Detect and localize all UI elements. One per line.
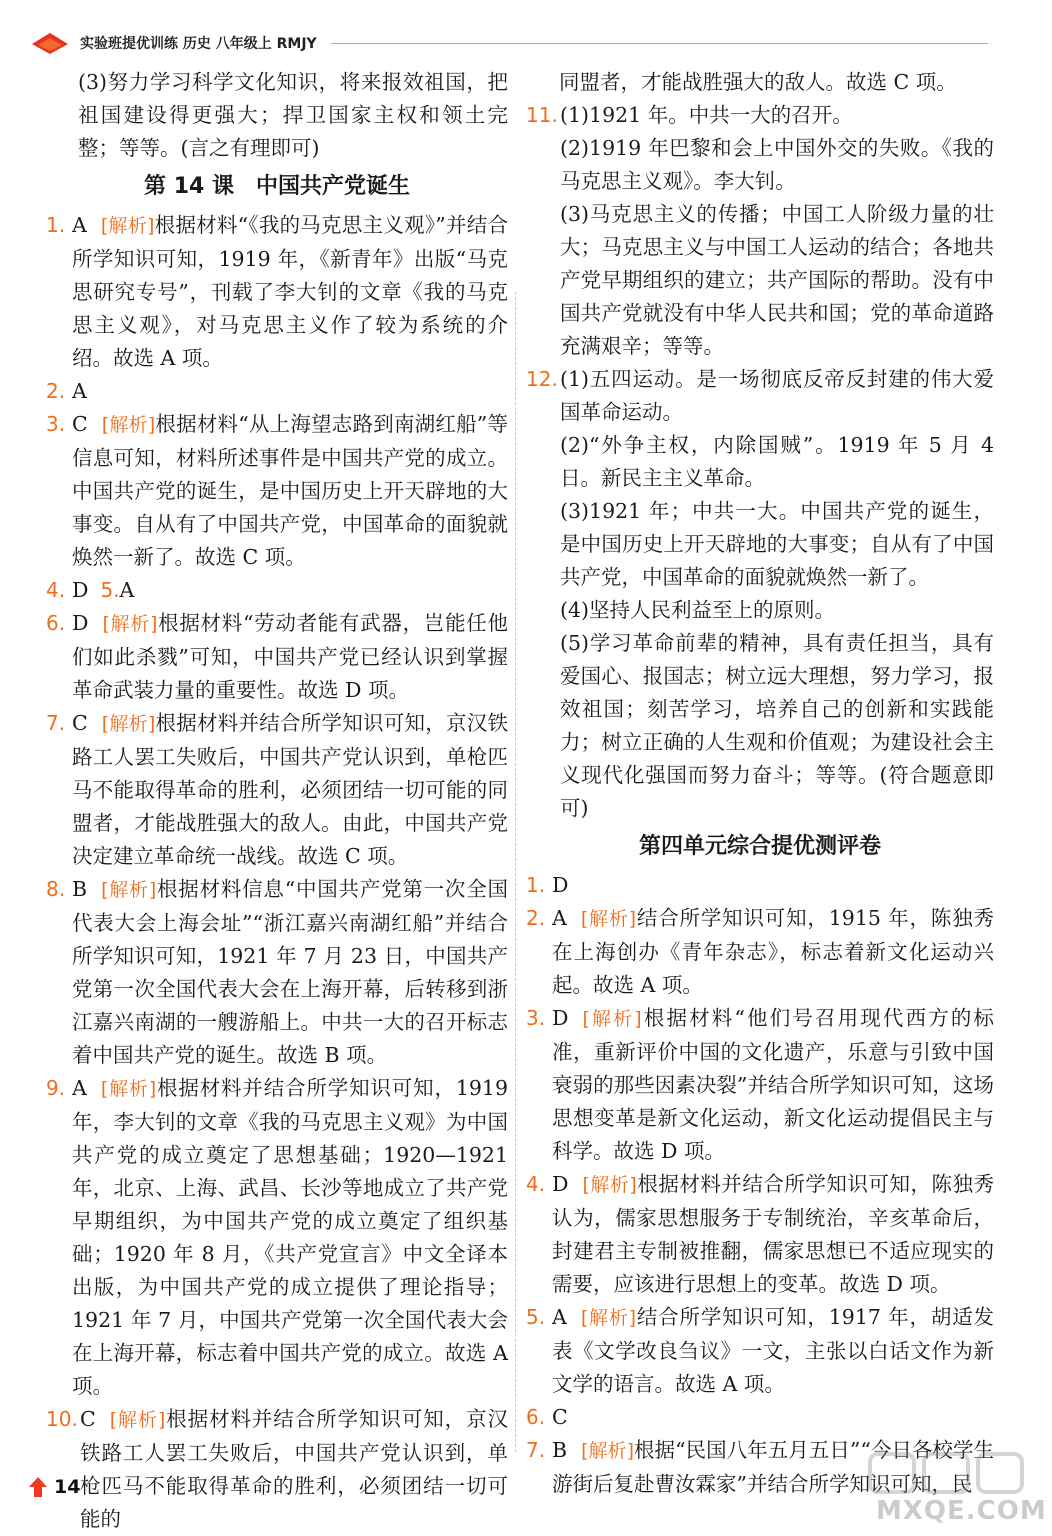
analysis-text: 根据材料信息“中国共产党第一次全国代表大会上海会址”“浙江嘉兴南湖红船”并结合所学知识可知，1921 年 7 月 23 日，中国共产党第一次全国代表大会在上海开幕，后转移到浙江嘉兴南湖的一艘游船上。中共一大的召开标志着中国共产党的诞生。故选 B 项。: [72, 877, 508, 1067]
question-number: 1.: [46, 213, 66, 237]
analysis-text: 根据“民国八年五月五日”“今日各校学生游街后复赴曹汝霖家”并结合所学知识可知，民: [552, 1438, 994, 1496]
answer-part: (5)学习革命前辈的精神，具有责任担当，具有爱国心、报国志；树立远大理想，努力学习，报效祖国；刻苦学习，培养自己的创新和实践能力；树立正确的人生观和价值观；为建设社会主义现代化强国而努力奋斗；等等。(符合题意即可): [560, 631, 994, 820]
answer-letter: C: [80, 1407, 96, 1431]
column-divider: [515, 292, 516, 1452]
question-number: 4.: [46, 578, 66, 602]
section-title-lesson14: 第 14 课 中国共产党诞生: [144, 174, 410, 199]
analysis-text: 根据材料并结合所学知识可知，陈独秀认为，儒家思想服务于专制统治，辛亥革命后，封建君主专制被推翻，儒家思想已不适应现实的需要，应该进行思想上的变革。故选 D 项。: [552, 1172, 995, 1296]
question-number: 10.: [46, 1407, 78, 1431]
answer-item: [526, 902, 994, 1002]
watermark-logo-icon: [866, 1448, 1026, 1498]
answer-letter: A: [552, 906, 567, 930]
answer-item: [46, 707, 508, 873]
question-number: 3.: [526, 1006, 546, 1030]
answer-item: [46, 1403, 508, 1536]
answer-item: [526, 1002, 994, 1168]
answer-letter: A: [72, 379, 87, 403]
analysis-text: 根据材料“《我的马克思主义观》”并结合所学知识可知，1919 年，《新青年》出版“马克思研究专号”，刊载了李大钊的文章《我的马克思主义观》，对马克思主义作了较为系统的介绍。故选 A 项。: [72, 213, 508, 370]
analysis-tag: [解析]: [100, 1078, 157, 1100]
answer-item: [526, 99, 994, 363]
analysis-tag: [解析]: [580, 1307, 637, 1329]
answer-item: [46, 408, 508, 574]
analysis-tag: [解析]: [101, 879, 157, 901]
analysis-tag: [解析]: [101, 713, 156, 735]
analysis-text: 根据材料“从上海望志路到南湖红船”等信息可知，材料所述事件是中国共产党的成立。中国共产党的诞生，是中国历史上开天辟地的大事变。自从有了中国共产党，中国革命的面貌就焕然一新了。故选 C 项。: [72, 412, 509, 569]
answer-item: [526, 1301, 994, 1401]
question-number: 6.: [526, 1405, 546, 1429]
answer-item: [526, 869, 994, 902]
answer-item: [46, 607, 508, 707]
question-number: 2.: [526, 906, 546, 930]
question-number: 5.: [100, 578, 120, 602]
question-number: 5.: [526, 1305, 546, 1329]
section-title-unit4: 第四单元综合提优测评卷: [638, 834, 881, 859]
answer-item: [46, 1072, 508, 1403]
answer-part: (3)1921 年；中共一大。中国共产党的诞生，是中国历史上开天辟地的大事变；自从有了中国共产党，中国革命的面貌就焕然一新了。: [560, 499, 994, 589]
answer-letter: D: [552, 1172, 569, 1196]
answer-item: [46, 209, 508, 375]
question-number: 3.: [46, 412, 66, 436]
question-number: 2.: [46, 379, 66, 403]
answer-letter: B: [552, 1438, 568, 1462]
answer-letter: C: [72, 412, 88, 436]
analysis-tag: [解析]: [101, 414, 156, 436]
analysis-text: 根据材料并结合所学知识可知，京汉铁路工人罢工失败后，中国共产党认识到，单枪匹马不能取得革命的胜利，必须团结一切可能的同盟者，才能战胜强大的敌人。由此，中国共产党决定建立革命统一战线。故选 C 项。: [72, 711, 509, 868]
answer-part: (2)1919 年巴黎和会上中国外交的失败。《我的马克思主义观》。李大钊。: [560, 136, 994, 193]
question-number: 7.: [526, 1438, 546, 1462]
question-number: 12.: [526, 367, 558, 391]
answer-letter: D: [552, 1006, 569, 1030]
page-number: 14: [54, 1476, 81, 1498]
header-rule: [331, 43, 988, 44]
analysis-text: 根据材料并结合所学知识可知，1919 年，李大钊的文章《我的马克思主义观》为中国共产党的成立奠定了思想基础；1920—1921 年，北京、上海、武昌、长沙等地成立了共产党早期组织，为中国共产党的成立奠定了组织基础；1920 年 8 月，《共产党宣言》中文全译本出版，为中国共产党的成立提供了理论指导；1921 年 7 月，中国共产党第一次全国代表大会在上海开幕，标志着中国共产党的成立。故选 A 项。: [72, 1076, 508, 1398]
answer-letter: D: [72, 611, 89, 635]
answer-item: [526, 1168, 994, 1301]
analysis-tag: [解析]: [582, 1174, 637, 1196]
analysis-text: 根据材料“他们号召用现代西方的标准，重新评价中国的文化遗产，乐意与引致中国衰弱的那些因素决裂”并结合所学知识可知，这场思想变革是新文化运动，新文化运动提倡民主与科学。故选 D 项。: [552, 1006, 994, 1163]
answer-letter: C: [552, 1405, 568, 1429]
question-number: 1.: [526, 873, 546, 897]
answer-part: (1)五四运动。是一场彻底反帝反封建的伟大爱国革命运动。: [560, 367, 994, 424]
analysis-tag: [解析]: [582, 1008, 642, 1030]
answer-item: [46, 574, 508, 607]
answer-item: [46, 873, 508, 1072]
answer-item: [526, 1401, 994, 1434]
answer-letter: D: [552, 873, 569, 897]
right-column: [526, 66, 994, 1501]
analysis-text: 结合所学知识可知，1917 年，胡适发表《文学改良刍议》一文，主张以白话文作为新文学的语言。故选 A 项。: [552, 1305, 995, 1396]
page-header: [28, 28, 988, 58]
watermark-text: MXQE.COM: [876, 1496, 1047, 1526]
answer-part: (2)“外争主权，内除国贼”。1919 年 5 月 4 日。新民主主义革命。: [560, 433, 994, 490]
question-number: 4.: [526, 1172, 546, 1196]
analysis-tag: [解析]: [581, 1440, 634, 1462]
continued-text: 同盟者，才能战胜强大的敌人。故选 C 项。: [559, 70, 957, 94]
analysis-tag: [解析]: [580, 908, 637, 930]
answer-letter: D: [72, 578, 89, 602]
analysis-tag: [解析]: [102, 613, 158, 635]
question-number: 8.: [46, 877, 66, 901]
book-logo-icon: [28, 30, 72, 56]
question-number: 7.: [46, 711, 66, 735]
question-number: 6.: [46, 611, 66, 635]
question-number: 9.: [46, 1076, 66, 1100]
left-column: [46, 66, 508, 1536]
analysis-text: 根据材料“劳动者能有武器，岂能任他们如此杀戮”可知，中国共产党已经认识到掌握革命武装力量的重要性。故选 D 项。: [72, 611, 508, 702]
page-footer: [28, 1470, 80, 1504]
answer-letter: A: [119, 578, 135, 602]
question-number: 11.: [526, 103, 558, 127]
answer-letter: A: [72, 1076, 87, 1100]
series-title: 实验班提优训练 历史 八年级上 RMJY: [80, 36, 317, 52]
analysis-tag: [解析]: [109, 1409, 166, 1431]
answer-item: [526, 363, 994, 825]
answer-part: (1)1921 年。中共一大的召开。: [560, 103, 853, 127]
answer-item: [46, 375, 508, 408]
answer-letter: A: [72, 213, 87, 237]
answer-letter: C: [72, 711, 88, 735]
intro-answer: (3)努力学习科学文化知识，将来报效祖国，把祖国建设得更强大；捍卫国家主权和领土完整；等等。(言之有理即可): [78, 70, 508, 160]
answer-part: (3)马克思主义的传播；中国工人阶级力量的壮大；马克思主义与中国工人运动的结合；各地共产党早期组织的建立；共产国际的帮助。没有中国共产党就没有中华人民共和国；党的革命道路充满艰辛；等等。: [560, 202, 994, 358]
page-arrow-icon: [28, 1476, 48, 1498]
analysis-tag: [解析]: [100, 215, 155, 237]
answer-letter: A: [552, 1305, 567, 1329]
analysis-text: 结合所学知识可知，1915 年，陈独秀在上海创办《青年杂志》，标志着新文化运动兴起。故选 A 项。: [552, 906, 995, 997]
answer-part: (4)坚持人民利益至上的原则。: [560, 598, 836, 622]
watermark: [866, 1448, 1047, 1528]
analysis-text: 根据材料并结合所学知识可知，京汉铁路工人罢工失败后，中国共产党认识到，单枪匹马不能取得革命的胜利，必须团结一切可能的: [80, 1407, 509, 1531]
answer-letter: B: [72, 877, 88, 901]
